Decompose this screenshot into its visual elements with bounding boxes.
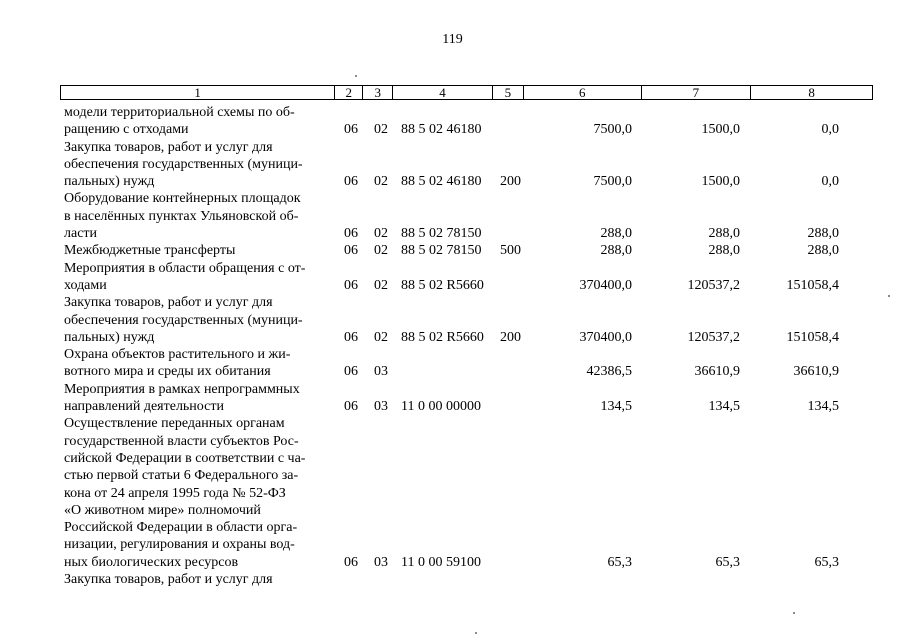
table-row (0, 139, 905, 191)
description-line: низации, регулирования и охраны вод- (64, 537, 295, 553)
cell-c4: 88 5 02 46180 (401, 174, 482, 190)
cell-c6: 288,0 (600, 226, 632, 242)
scan-speck (355, 75, 357, 77)
table-header (60, 85, 873, 100)
cell-c4: 11 0 00 00000 (401, 399, 481, 415)
table-row (0, 104, 905, 139)
cell-c8: 151058,4 (786, 277, 839, 293)
cell-c6: 288,0 (600, 243, 632, 259)
description-line: ходами (64, 277, 107, 293)
cell-c6: 42386,5 (586, 364, 632, 380)
cell-c3: 02 (374, 174, 388, 190)
cell-c8: 0,0 (821, 122, 839, 138)
description-line: обеспечения государственных (муници- (64, 312, 303, 328)
cell-c6: 65,3 (607, 554, 632, 570)
row-description (64, 571, 332, 588)
header-col-4: 4 (393, 86, 493, 99)
row-description (64, 242, 332, 259)
cell-c2: 06 (344, 554, 358, 570)
cell-c7: 288,0 (708, 226, 740, 242)
table-row (0, 260, 905, 295)
description-line: ных биологических ресурсов (64, 554, 239, 570)
row-description (64, 415, 332, 571)
cell-c7: 120537,2 (687, 277, 740, 293)
description-line: ласти (64, 226, 98, 242)
cell-c7: 36610,9 (694, 364, 740, 380)
description-line: Осуществление переданных органам (64, 416, 285, 432)
cell-c6: 370400,0 (579, 329, 632, 345)
description-line: Мероприятия в области обращения с от- (64, 260, 306, 276)
cell-c3: 02 (374, 329, 388, 345)
description-line: обеспечения государственных (муници- (64, 156, 303, 172)
cell-c3: 03 (374, 554, 388, 570)
cell-c8: 288,0 (807, 243, 839, 259)
header-col-6: 6 (524, 86, 642, 99)
cell-c5: 200 (500, 174, 521, 190)
cell-c6: 7500,0 (593, 122, 632, 138)
cell-c3: 02 (374, 226, 388, 242)
cell-c3: 02 (374, 243, 388, 259)
cell-c3: 03 (374, 364, 388, 380)
table-row (0, 190, 905, 242)
cell-c2: 06 (344, 364, 358, 380)
row-description (64, 104, 332, 139)
cell-c8: 0,0 (821, 174, 839, 190)
description-line: в населённых пунктах Ульяновской об- (64, 208, 299, 224)
cell-c8: 36610,9 (793, 364, 839, 380)
description-line: государственной власти субъектов Рос- (64, 433, 299, 449)
description-line: Мероприятия в рамках непрограммных (64, 381, 300, 397)
cell-c7: 1500,0 (701, 174, 740, 190)
cell-c2: 06 (344, 122, 358, 138)
cell-c4: 88 5 02 78150 (401, 226, 482, 242)
header-col-3: 3 (363, 86, 393, 99)
table-row (0, 242, 905, 259)
table-row (0, 571, 905, 588)
description-line: пальных) нужд (64, 329, 155, 345)
cell-c3: 02 (374, 277, 388, 293)
description-line: пальных) нужд (64, 174, 155, 190)
cell-c4: 88 5 02 R5660 (401, 329, 484, 345)
cell-c5: 500 (500, 243, 521, 259)
cell-c4: 88 5 02 46180 (401, 122, 482, 138)
page-number: 119 (442, 32, 463, 47)
cell-c6: 7500,0 (593, 174, 632, 190)
table-row (0, 381, 905, 416)
scan-speck (888, 295, 890, 297)
description-line: Оборудование контейнерных площадок (64, 191, 301, 207)
scan-speck (475, 632, 477, 634)
description-line: Закупка товаров, работ и услуг для (64, 139, 273, 155)
table-row (0, 294, 905, 346)
table-row (0, 415, 905, 571)
description-line: Межбюджетные трансферты (64, 243, 236, 259)
header-col-1: 1 (61, 86, 335, 99)
description-line: направлений деятельности (64, 399, 224, 415)
cell-c2: 06 (344, 226, 358, 242)
table-body (0, 104, 905, 588)
header-col-5: 5 (493, 86, 524, 99)
cell-c7: 1500,0 (701, 122, 740, 138)
cell-c7: 65,3 (715, 554, 740, 570)
description-line: «О животном мире» полномочий (64, 502, 261, 518)
cell-c3: 03 (374, 399, 388, 415)
description-line: вотного мира и среды их обитания (64, 364, 271, 380)
scan-speck (793, 612, 795, 614)
cell-c8: 151058,4 (786, 329, 839, 345)
row-description (64, 381, 332, 416)
cell-c7: 120537,2 (687, 329, 740, 345)
cell-c8: 65,3 (814, 554, 839, 570)
cell-c2: 06 (344, 329, 358, 345)
cell-c2: 06 (344, 399, 358, 415)
table-row (0, 346, 905, 381)
cell-c2: 06 (344, 277, 358, 293)
description-line: Закупка товаров, работ и услуг для (64, 295, 273, 311)
header-col-8: 8 (808, 85, 815, 100)
cell-c7: 134,5 (708, 399, 740, 415)
cell-c2: 06 (344, 243, 358, 259)
cell-c8: 134,5 (807, 399, 839, 415)
cell-c8: 288,0 (807, 226, 839, 242)
cell-c5: 200 (500, 329, 521, 345)
description-line: Охрана объектов растительного и жи- (64, 347, 291, 363)
cell-c6: 370400,0 (579, 277, 632, 293)
row-description (64, 139, 332, 191)
description-line: ращению с отходами (64, 122, 189, 138)
header-col-2: 2 (335, 86, 363, 99)
cell-c6: 134,5 (600, 399, 632, 415)
cell-c4: 88 5 02 78150 (401, 243, 482, 259)
description-line: кона от 24 апреля 1995 года № 52-ФЗ (64, 485, 286, 501)
cell-c3: 02 (374, 122, 388, 138)
description-line: Российской Федерации в области орга- (64, 520, 298, 536)
row-description (64, 346, 332, 381)
description-line: сийской Федерации в соответствии с ча- (64, 450, 306, 466)
row-description (64, 190, 332, 242)
cell-c7: 288,0 (708, 243, 740, 259)
row-description (64, 294, 332, 346)
cell-c4: 11 0 00 59100 (401, 554, 481, 570)
description-line: Закупка товаров, работ и услуг для (64, 572, 273, 588)
cell-c4: 88 5 02 R5660 (401, 277, 484, 293)
description-line: модели территориальной схемы по об- (64, 105, 295, 120)
cell-c2: 06 (344, 174, 358, 190)
description-line: стью первой статьи 6 Федерального за- (64, 468, 299, 484)
row-description (64, 260, 332, 295)
header-col-7: 7 (642, 86, 752, 99)
